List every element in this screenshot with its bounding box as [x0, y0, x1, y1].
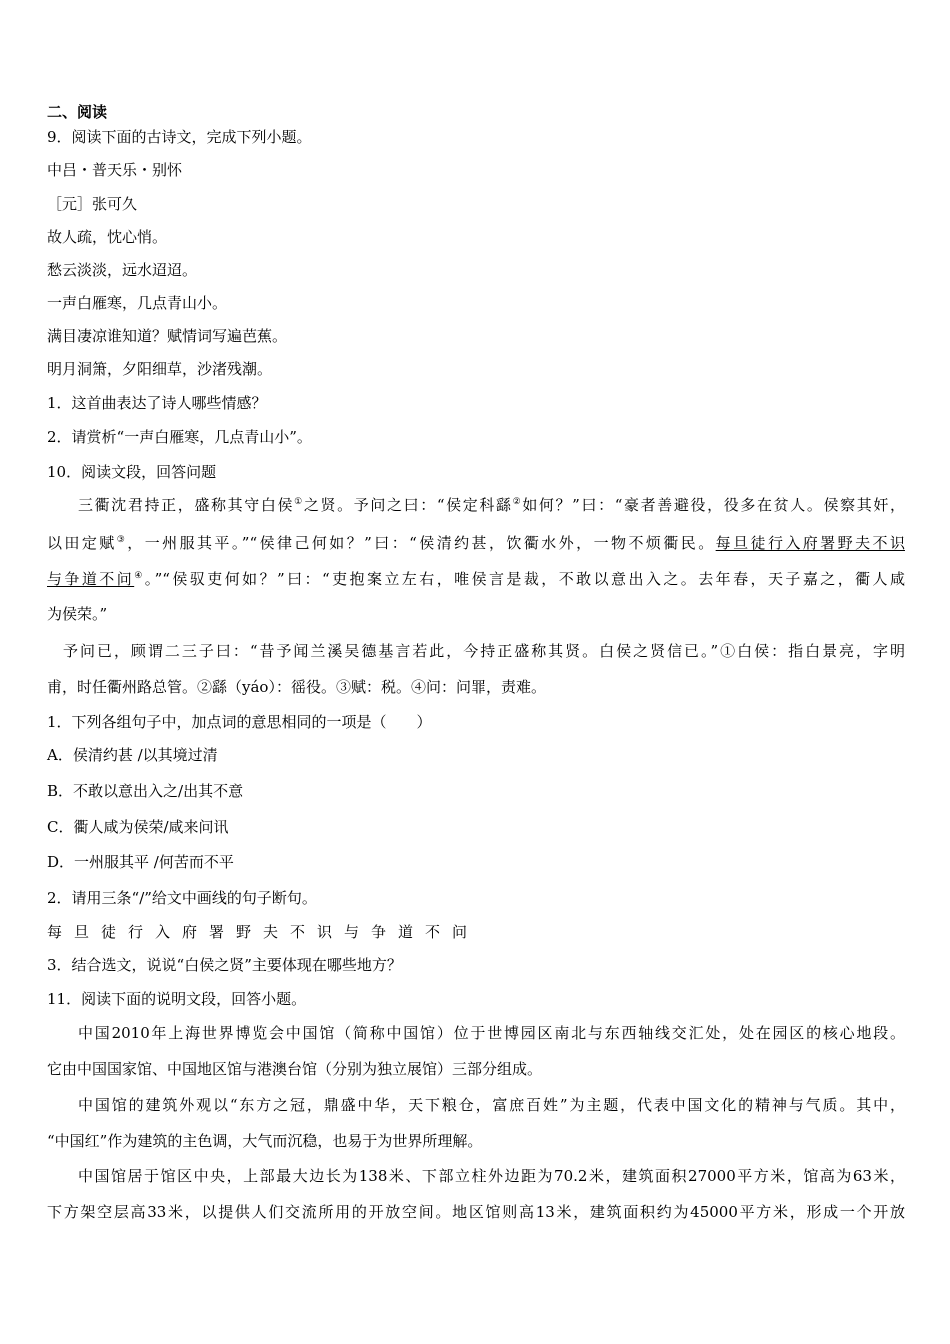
q9-sub1: 1．这首曲表达了诗人哪些情感？: [47, 394, 267, 412]
q11-passage-line: 它由中国国家馆、中国地区馆与港澳台馆（分别为独立展馆）三部分组成。: [47, 1060, 543, 1078]
option-b: B．不敢以意出入之/出其不意: [47, 782, 244, 800]
q10-passage-line: 以田定赋③，一州服其平。”“侯律己何如？”曰：“侯清约甚，饮衢水外，一物不烦衢民。每旦徒行入府署野夫不识: [47, 534, 905, 552]
q9-prompt: 9．阅读下面的古诗文，完成下列小题。: [47, 128, 312, 146]
poem-author: ［元］张可久: [47, 195, 138, 213]
option-a: A．侯清约甚 /以其境过清: [47, 746, 218, 764]
q11-prompt: 11．阅读下面的说明文段，回答小题。: [47, 990, 307, 1008]
footnote-mark: ③: [116, 535, 128, 545]
q11-passage-line: 中国2010年上海世界博览会中国馆（简称中国馆）位于世博园区南北与东西轴线交汇处，处在园区的核心地段。: [78, 1024, 905, 1042]
q10-notes: 甫，时任衢州路总管。②繇（yáo）：徭役。③赋：税。④问：问罪，责难。: [47, 678, 546, 696]
footnote-mark: ①: [294, 497, 304, 507]
poem-line: 愁云淡淡，远水迢迢。: [47, 261, 198, 279]
poem-line: 故人疏，忱心悄。: [47, 228, 168, 246]
q10-passage-line: 为侯荣。”: [47, 605, 108, 623]
q11-passage-line: 中国馆居于馆区中央，上部最大边长为138米、下部立柱外边距为70.2米，建筑面积27000平方米，馆高为63米，: [78, 1167, 905, 1185]
option-c: C．衢人咸为侯荣/咸来问讯: [47, 818, 229, 836]
underlined-sentence: 与争道不问: [47, 570, 135, 588]
poem-line: 明月洞箫，夕阳细草，沙渚残潮。: [47, 360, 273, 378]
q11-passage-line: “中国红”作为建筑的主色调，大气而沉稳，也易于为世界所理解。: [47, 1132, 483, 1150]
option-d: D．一州服其平 /何苦而不平: [47, 853, 234, 871]
q10-sub3: 3．结合选文，说说“白侯之贤”主要体现在哪些地方？: [47, 956, 402, 974]
q9-sub2: 2．请赏析“一声白雁寒，几点青山小”。: [47, 428, 312, 446]
section-title: 二、阅读: [47, 103, 108, 121]
footnote-mark: ④: [134, 571, 145, 581]
poem-title: 中吕・普天乐・别怀: [47, 161, 183, 179]
q10-sentence: 每旦徒行入府署野夫不识与争道不问: [47, 923, 480, 941]
poem-line: 满目凄凉谁知道？赋情词写遍芭蕉。: [47, 327, 288, 345]
poem-line: 一声白雁寒，几点青山小。: [47, 294, 228, 312]
q11-passage-line: 下方架空层高33米，以提供人们交流所用的开放空间。地区馆则高13米，建筑面积约为45000平方米，形成一个开放: [47, 1203, 905, 1221]
q10-sub2: 2．请用三条“/”给文中画线的句子断句。: [47, 889, 317, 907]
footnote-mark: ②: [512, 497, 523, 507]
q10-prompt: 10．阅读文段，回答问题: [47, 463, 217, 481]
q10-sub1: 1．下列各组句子中，加点词的意思相同的一项是（ ）: [47, 713, 432, 731]
q11-passage-line: 中国馆的建筑外观以“东方之冠，鼎盛中华，天下粮仓，富庶百姓”为主题，代表中国文化的精神与气质。其中，: [78, 1096, 905, 1114]
q10-passage-line: 三衢沈君持正，盛称其守白侯①之贤。予问之曰：“侯定科繇②如何？”曰：“豪者善避役，役多在贫人。侯察其奸，: [78, 496, 905, 514]
underlined-sentence: 每旦徒行入府署野夫不识: [715, 534, 905, 552]
q10-passage-line: 予问已，顾谓二三子曰：“昔予闻兰溪吴德基言若此，今持正盛称其贤。白侯之贤信已。”①白侯：指白景亮，字明: [63, 642, 905, 660]
q10-passage-line: 与争道不问④。”“侯驭吏何如？”曰：“吏抱案立左右，唯侯言是裁，不敢以意出入之。去年春，天子嘉之，衢人咸: [47, 570, 905, 588]
